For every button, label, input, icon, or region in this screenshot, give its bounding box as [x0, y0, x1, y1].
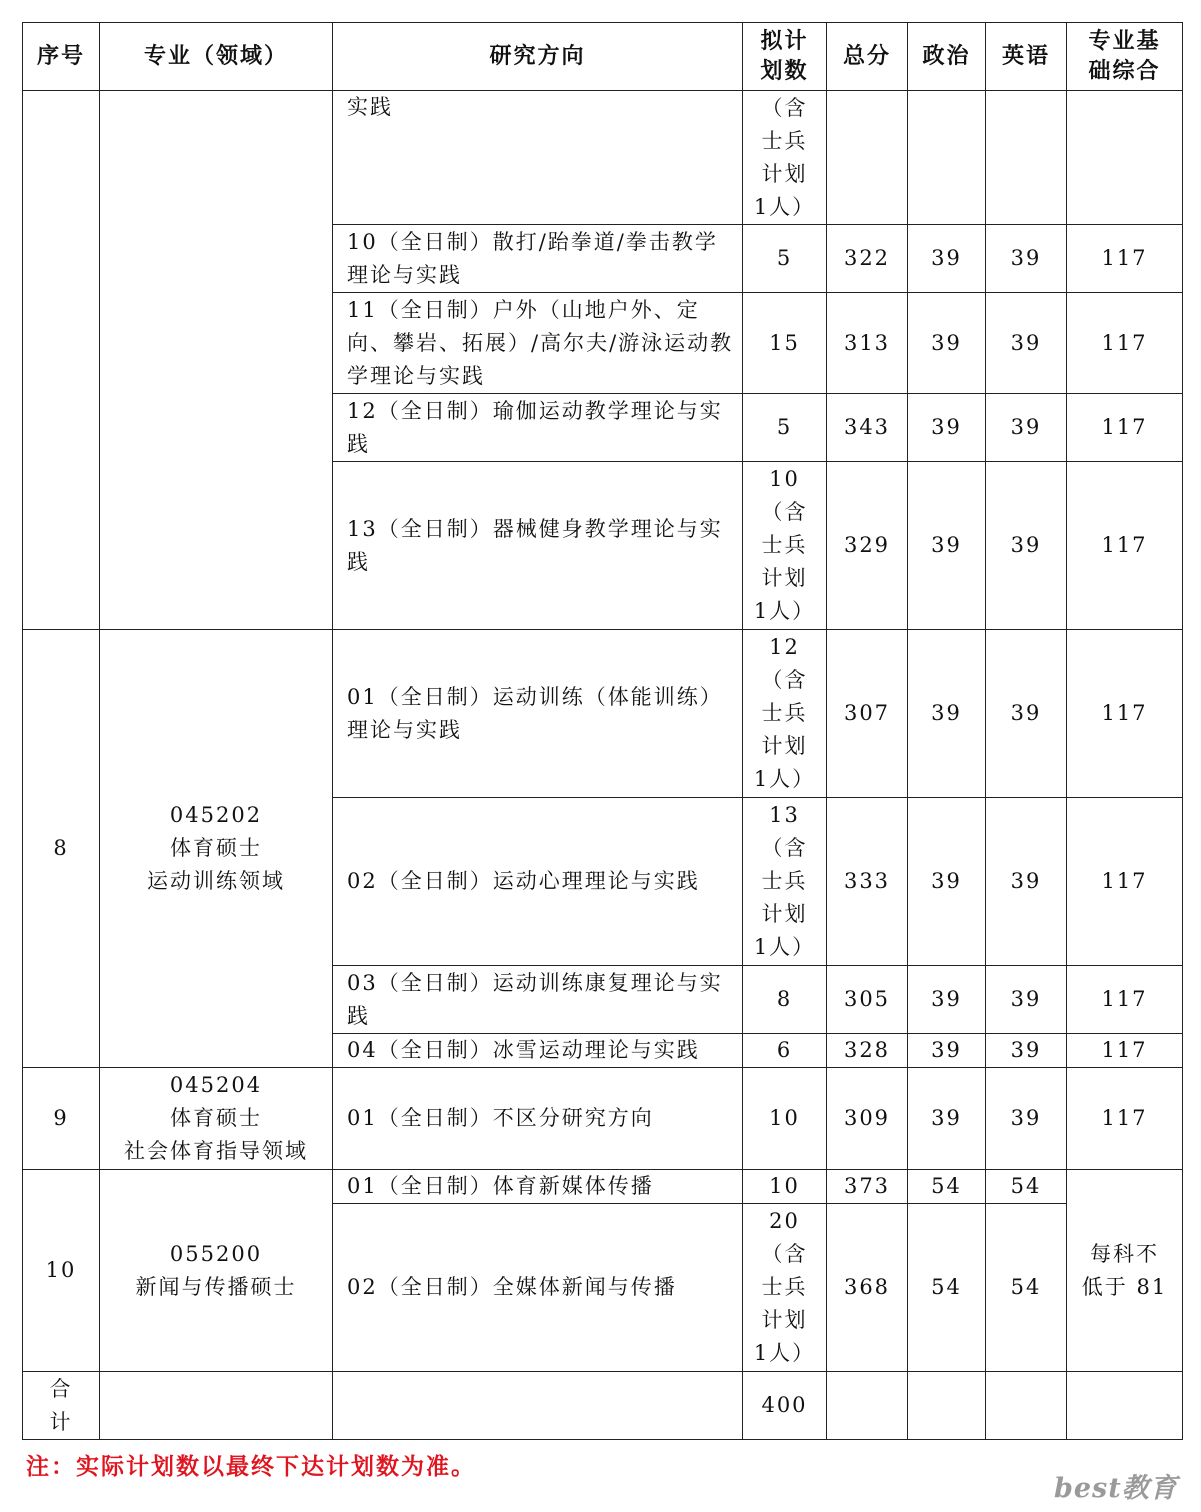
plan-cell: 15 — [743, 293, 827, 394]
total-cell: 313 — [827, 293, 908, 394]
english-cell: 39 — [986, 630, 1067, 798]
watermark: best教育 — [1054, 1473, 1178, 1504]
direction-cell: 03（全日制）运动训练康复理论与实践 — [333, 966, 743, 1034]
totals-english — [986, 1372, 1067, 1440]
total-cell: 343 — [827, 394, 908, 462]
totals-politics — [908, 1372, 986, 1440]
footnote: 注：实际计划数以最终下达计划数为准。 — [26, 1454, 476, 1480]
english-cell: 39 — [986, 394, 1067, 462]
plan-cell: 20 （含 士兵 计划 1人） — [743, 1204, 827, 1372]
totals-major — [100, 1372, 333, 1440]
total-cell: 328 — [827, 1034, 908, 1068]
basic-cell: 117 — [1067, 966, 1183, 1034]
plan-cell: 6 — [743, 1034, 827, 1068]
header-index: 序号 — [23, 23, 100, 91]
basic-cell: 117 — [1067, 394, 1183, 462]
basic-cell: 117 — [1067, 462, 1183, 630]
english-cell — [986, 91, 1067, 225]
basic-cell — [1067, 91, 1183, 225]
direction-cell: 01（全日制）运动训练（体能训练）理论与实践 — [333, 630, 743, 798]
direction-cell: 13（全日制）器械健身教学理论与实践 — [333, 462, 743, 630]
direction-cell: 11（全日制）户外（山地户外、定向、攀岩、拓展）/高尔夫/游泳运动教学理论与实践 — [333, 293, 743, 394]
english-cell: 39 — [986, 966, 1067, 1034]
basic-cell: 117 — [1067, 293, 1183, 394]
politics-cell: 39 — [908, 1068, 986, 1170]
plan-cell: 5 — [743, 394, 827, 462]
index-cell: 9 — [23, 1068, 100, 1170]
total-cell: 309 — [827, 1068, 908, 1170]
header-total: 总分 — [827, 23, 908, 91]
politics-cell: 39 — [908, 630, 986, 798]
english-cell: 39 — [986, 1034, 1067, 1068]
total-cell: 368 — [827, 1204, 908, 1372]
totals-total — [827, 1372, 908, 1440]
english-cell: 54 — [986, 1170, 1067, 1204]
plan-cell: 13 （含 士兵 计划 1人） — [743, 798, 827, 966]
plan-cell: 12 （含 士兵 计划 1人） — [743, 630, 827, 798]
politics-cell: 39 — [908, 225, 986, 293]
plan-cell: 10 — [743, 1068, 827, 1170]
politics-cell: 54 — [908, 1204, 986, 1372]
politics-cell: 39 — [908, 462, 986, 630]
total-cell: 329 — [827, 462, 908, 630]
english-cell: 39 — [986, 225, 1067, 293]
major-cell: 045202 体育硕士 运动训练领域 — [100, 630, 333, 1068]
direction-cell: 01（全日制）体育新媒体传播 — [333, 1170, 743, 1204]
direction-cell: 01（全日制）不区分研究方向 — [333, 1068, 743, 1170]
politics-cell: 39 — [908, 798, 986, 966]
basic-cell: 117 — [1067, 1034, 1183, 1068]
totals-basic — [1067, 1372, 1183, 1440]
major-cell — [100, 91, 333, 630]
plan-cell: （含 士兵 计划 1人） — [743, 91, 827, 225]
politics-cell: 39 — [908, 293, 986, 394]
politics-cell — [908, 91, 986, 225]
total-cell: 305 — [827, 966, 908, 1034]
index-cell: 10 — [23, 1170, 100, 1372]
basic-cell: 117 — [1067, 1068, 1183, 1170]
politics-cell: 39 — [908, 966, 986, 1034]
direction-cell: 实践 — [333, 91, 743, 225]
plan-cell: 10 — [743, 1170, 827, 1204]
major-cell: 055200 新闻与传播硕士 — [100, 1170, 333, 1372]
header-row — [23, 23, 1183, 91]
header-politics: 政治 — [908, 23, 986, 91]
admission-score-table — [22, 22, 1183, 1440]
header-plan: 拟计 划数 — [743, 23, 827, 91]
basic-cell: 每科不 低于 81 — [1067, 1170, 1183, 1372]
politics-cell: 54 — [908, 1170, 986, 1204]
totals-label: 合 计 — [23, 1372, 100, 1440]
totals-row — [23, 1372, 1183, 1440]
table-row — [23, 1170, 1183, 1204]
direction-cell: 02（全日制）运动心理理论与实践 — [333, 798, 743, 966]
english-cell: 54 — [986, 1204, 1067, 1372]
header-major: 专业（领域） — [100, 23, 333, 91]
total-cell: 322 — [827, 225, 908, 293]
direction-cell: 02（全日制）全媒体新闻与传播 — [333, 1204, 743, 1372]
english-cell: 39 — [986, 293, 1067, 394]
total-cell: 307 — [827, 630, 908, 798]
plan-cell: 10 （含 士兵 计划 1人） — [743, 462, 827, 630]
english-cell: 39 — [986, 798, 1067, 966]
major-cell: 045204 体育硕士 社会体育指导领域 — [100, 1068, 333, 1170]
table-row — [23, 1068, 1183, 1170]
totals-plan: 400 — [743, 1372, 827, 1440]
total-cell: 373 — [827, 1170, 908, 1204]
plan-cell: 8 — [743, 966, 827, 1034]
header-english: 英语 — [986, 23, 1067, 91]
basic-cell: 117 — [1067, 798, 1183, 966]
header-direction: 研究方向 — [333, 23, 743, 91]
direction-cell: 12（全日制）瑜伽运动教学理论与实践 — [333, 394, 743, 462]
totals-direction — [333, 1372, 743, 1440]
index-cell: 8 — [23, 630, 100, 1068]
english-cell: 39 — [986, 1068, 1067, 1170]
basic-cell: 117 — [1067, 630, 1183, 798]
english-cell: 39 — [986, 462, 1067, 630]
table-row — [23, 630, 1183, 798]
politics-cell: 39 — [908, 1034, 986, 1068]
index-cell — [23, 91, 100, 630]
politics-cell: 39 — [908, 394, 986, 462]
table-row — [23, 91, 1183, 225]
total-cell: 333 — [827, 798, 908, 966]
plan-cell: 5 — [743, 225, 827, 293]
direction-cell: 10（全日制）散打/跆拳道/拳击教学理论与实践 — [333, 225, 743, 293]
basic-cell: 117 — [1067, 225, 1183, 293]
header-basic: 专业基 础综合 — [1067, 23, 1183, 91]
total-cell — [827, 91, 908, 225]
direction-cell: 04（全日制）冰雪运动理论与实践 — [333, 1034, 743, 1068]
